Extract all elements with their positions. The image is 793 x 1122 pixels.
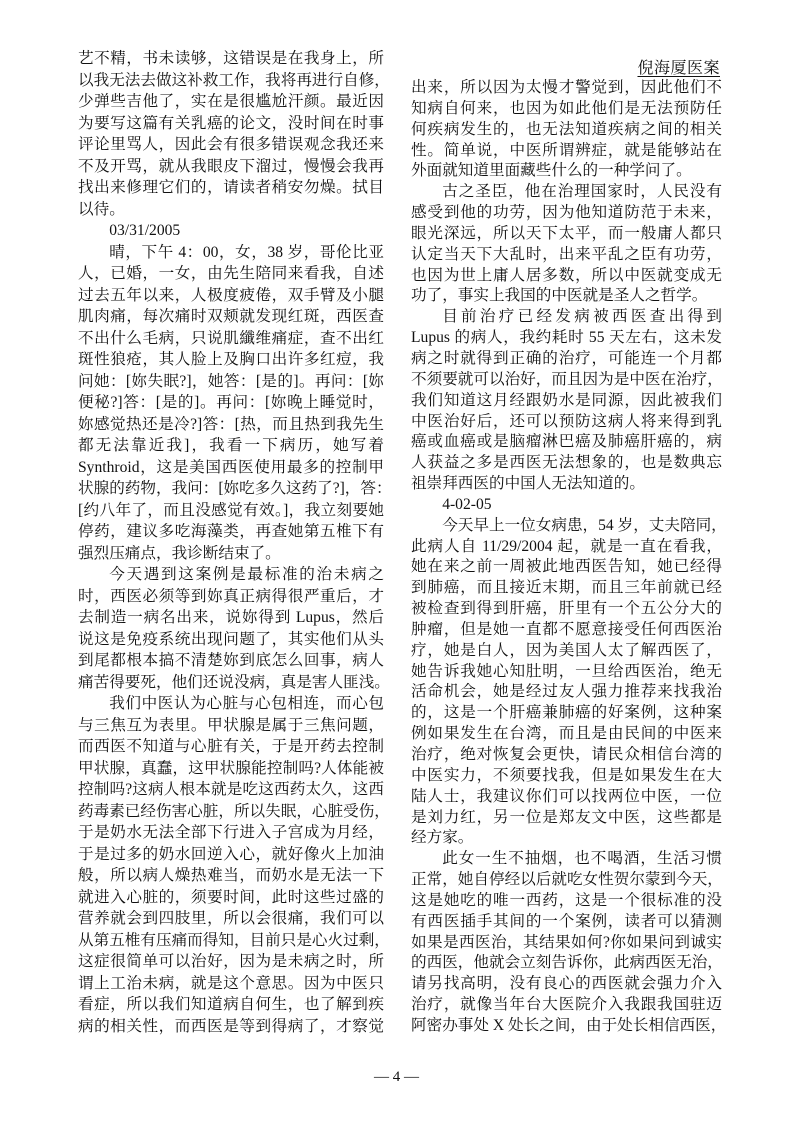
text-line: 的，这是一个肝癌兼肺癌的好案例，这种案 — [411, 704, 722, 722]
text-line: 出来，所以因为太慢才警觉到，因此他们不 — [411, 79, 722, 96]
text-line: 评论里骂人，因此会有很多错误观念我还来 — [78, 136, 384, 153]
text-line: 甲状腺，真蠢，这甲状腺能控制吗?人体能被 — [78, 759, 384, 777]
text-line: 找出来修理它们的，请读者稍安勿燥。拭目 — [78, 179, 384, 196]
text-line: 便秘?]答：[是的]。再问：[妳晚上睡觉时， — [78, 394, 384, 411]
text-line: 谓上工治未病，就是这个意思。因为中医只 — [78, 974, 384, 992]
text-line: 活命机会，她是经过友人强力推荐来找我治 — [411, 683, 722, 701]
text-line: 强烈压痛点，我诊断结束了。 — [78, 544, 281, 562]
text-line: 停药，建议多吃海藻类，再查她第五椎下有 — [78, 523, 384, 540]
text-line: 到肺癌，而且接近末期，而且三年前就已经 — [411, 579, 722, 597]
text-line: 此病人自 11/29/2004 起，就是一直在看我， — [411, 537, 722, 555]
text-line: [约八年了，而且没感觉有效。]，我立刻要她 — [78, 501, 384, 519]
text-line: 这症很简单可以治好，因为是未病之时，所 — [78, 953, 384, 970]
text-line: 我们中医认为心脏与心包相连，而心包 — [109, 695, 384, 712]
text-line: 以待。 — [78, 200, 125, 218]
text-line: 而西医不知道与心脏有关，于是开药去控制 — [78, 738, 384, 755]
text-line: 中医实力，不须要找我，但是如果发生在大 — [411, 766, 722, 784]
text-line: 陆人士，我建议你们可以找两位中医，一位 — [411, 787, 722, 805]
left-column — [78, 48, 392, 1037]
text-line: 4-02-05 — [442, 495, 492, 513]
text-line: 过去五年以来，人极度疲倦，双手臂及小腿 — [78, 286, 384, 304]
text-line: 晴，下午 4：00，女，38 岁，哥伦比亚 — [109, 243, 384, 261]
paragraph — [411, 516, 727, 850]
running-header: 倪海厦医案 — [637, 60, 720, 77]
text-line: 这是她吃的唯一西药，这是一个很标准的没 — [411, 891, 722, 909]
text-line: 问她：[妳失眠?]，她答：[是的]。再问：[妳 — [78, 372, 384, 390]
text-line: 不及开骂，就从我眼皮下溜过，慢慢会我再 — [78, 157, 384, 175]
page-number: — 4 — — [374, 1069, 419, 1085]
text-line: 祖崇拜西医的中国人无法知道的。 — [411, 475, 645, 493]
entry-date — [411, 495, 722, 516]
text-line: 不须要就可以治好，而且因为是中医在治疗， — [411, 370, 723, 388]
paragraph — [78, 242, 392, 565]
text-line: 看症，所以我们知道病自何生，也了解到疾 — [78, 996, 384, 1013]
text-line: 请另找高明，没有良心的西医就会强力介入 — [411, 975, 722, 993]
text-line: 是刘力红，另一位是郑友文中医，这些都是 — [411, 808, 722, 826]
text-line: 功了，事实上我国的中医就是圣人之哲学。 — [411, 287, 708, 305]
text-line: 去制造一病名出来，说妳得到 Lupus，然后 — [78, 609, 384, 626]
text-line: 今天遇到这案例是最标准的治未病之 — [109, 566, 384, 583]
right-column — [411, 78, 727, 1037]
text-line: 经方家。 — [411, 829, 474, 847]
text-line: 于是过多的奶水回逆入心，就好像火上加油 — [78, 845, 384, 863]
text-line: 也因为世上庸人居多数，所以中医就变成无 — [411, 266, 722, 284]
text-line: 药毒素已经伤害心脏，所以失眠，心脏受伤， — [78, 802, 390, 820]
text-line: 说这是免疫系统出现问题了，其实他们从头 — [78, 630, 384, 648]
text-line: 如果是西医治，其结果如何?你如果问到诚实 — [411, 933, 722, 951]
text-line: 正常，她自停经以后就吃女性贺尔蒙到今天， — [411, 871, 723, 889]
paragraph — [78, 48, 390, 220]
text-line: 为要写这篇有关乳癌的论文，没时间在时事 — [78, 114, 384, 132]
text-line: 古之圣臣，他在治理国家时，人民没有 — [442, 183, 722, 201]
text-line: 人获益之多是西医无法想象的，也是数典忘 — [411, 454, 722, 472]
text-line: 我们知道这月经跟奶水是同源，因此被我们 — [411, 391, 722, 409]
text-line: 03/31/2005 — [109, 222, 181, 239]
text-line: 状腺的药物，我问：[妳吃多久这药了?]，答： — [78, 480, 392, 497]
text-line: 都无法靠近我]，我看一下病历，她写着 — [78, 437, 384, 454]
text-line: 治疗，绝对恢复会更快，请民众相信台湾的 — [411, 746, 722, 763]
paragraph — [78, 564, 390, 693]
text-line: 阿密办事处 X 处长之间，由于处长相信西医， — [411, 1016, 727, 1034]
text-line: 就进入心脏的，须要时间，此时这些过盛的 — [78, 888, 384, 906]
text-line: 今天早上一位女病患，54 岁，丈夫陪同， — [442, 516, 727, 534]
text-line: 斑性狼疮，其人脸上及胸口出许多红痘，我 — [78, 351, 384, 368]
text-line: 以我无法去做这补救工作，我将再进行自修， — [78, 71, 390, 89]
text-line: 中医治好后，还可以预防这病人将来得到乳 — [411, 412, 722, 430]
text-line: 病的相关性，而西医是等到得病了，才察觉 — [78, 1017, 384, 1035]
text-line: 认定当天下大乱时，出来平乱之臣有功劳， — [411, 245, 722, 263]
text-line: 痛苦得要死，他们还说没病，真是害人匪浅。 — [78, 673, 390, 691]
text-line: 癌或血癌或是脑瘤淋巴癌及肺癌肝癌的，病 — [411, 433, 722, 451]
text-line: 知病自何来，也因为如此他们是无法预防任 — [411, 99, 722, 117]
text-line: 时，西医必须等到妳真正病得很严重后，才 — [78, 587, 384, 605]
text-line: 人，已婚，一女，由先生陪同来看我，自述 — [78, 265, 384, 282]
text-line: 此女一生不抽烟，也不喝酒，生活习惯 — [442, 850, 722, 868]
text-line: 不出什么毛病，只说肌纖维痛症，查不出红 — [78, 329, 384, 347]
text-line: Synthroid，这是美国西医使用最多的控制甲 — [78, 458, 384, 476]
text-line: 从第五椎有压痛而得知，目前只是心火过剩， — [78, 931, 390, 949]
text-line: 营养就会到四肢里，所以会很痛，我们可以 — [78, 910, 384, 927]
text-line: 的西医，他就会立刻告诉你，此病西医无治， — [411, 954, 723, 972]
text-line: 肌肉痛，每次痛时双颊就发现红斑，西医查 — [78, 308, 384, 325]
text-line: 例如果发生在台湾，而且是由民间的中医来 — [411, 725, 722, 743]
text-line: 到尾都根本搞不清楚妳到底怎么回事，病人 — [78, 652, 384, 669]
text-line: 与三焦互为表里。甲状腺是属于三焦问题， — [78, 716, 384, 734]
text-line: 于是奶水无法全部下行进入子宫成为月经， — [78, 824, 384, 841]
text-line: 何疾病发生的，也无法知道疾病之间的相关 — [411, 120, 722, 138]
text-line: 她在来之前一周被此地西医告知，她已经得 — [411, 558, 722, 576]
text-line: 眼光深远，所以天下太平，而一般庸人都只 — [411, 224, 722, 242]
text-line: 肿瘤，但是她一直都不愿意接受任何西医治 — [411, 620, 722, 638]
paragraph — [411, 78, 722, 182]
text-line: 病之时就得到正确的治疗，可能连一个月都 — [411, 349, 722, 367]
paragraph — [78, 693, 390, 1037]
text-line: 治疗，就像当年台大医院介入我跟我国驻迈 — [411, 996, 722, 1014]
paragraph — [411, 182, 722, 307]
text-line: Lupus 的病人，我约耗时 55 天左右，这未发 — [411, 329, 722, 347]
text-line: 艺不精，书未读够，这错误是在我身上，所 — [78, 50, 384, 67]
text-line: 被检查到得到肝癌，肝里有一个五公分大的 — [411, 600, 722, 618]
paragraph — [411, 307, 722, 495]
text-line: 控制吗?这病人根本就是吃这西药太久，这西 — [78, 781, 384, 798]
paragraph — [411, 849, 727, 1037]
text-line: 般，所以病人燥热难当，而奶水是无法一下 — [78, 867, 384, 884]
text-line: 目前治疗已经发病被西医查出得到 — [442, 308, 722, 326]
text-line: 妳感觉热还是冷?]答：[热，而且热到我先生 — [78, 415, 384, 433]
text-line: 少弹些吉他了，实在是很尴尬汗颜。最近因 — [78, 93, 384, 110]
entry-date — [78, 220, 384, 242]
text-line: 外面就知道里面藏些什么的一种学问了。 — [411, 162, 692, 180]
text-line: 感受到他的功劳，因为他知道防范于未来， — [411, 204, 722, 222]
text-line: 有西医插手其间的一个案例，读者可以猜测 — [411, 912, 722, 930]
text-line: 疗，她是白人，因为美国人太了解西医了， — [411, 641, 722, 659]
text-line: 性。简单说，中医所谓辨症，就是能够站在 — [411, 141, 722, 159]
text-line: 她告诉我她心知肚明，一旦给西医治，绝无 — [411, 662, 722, 680]
